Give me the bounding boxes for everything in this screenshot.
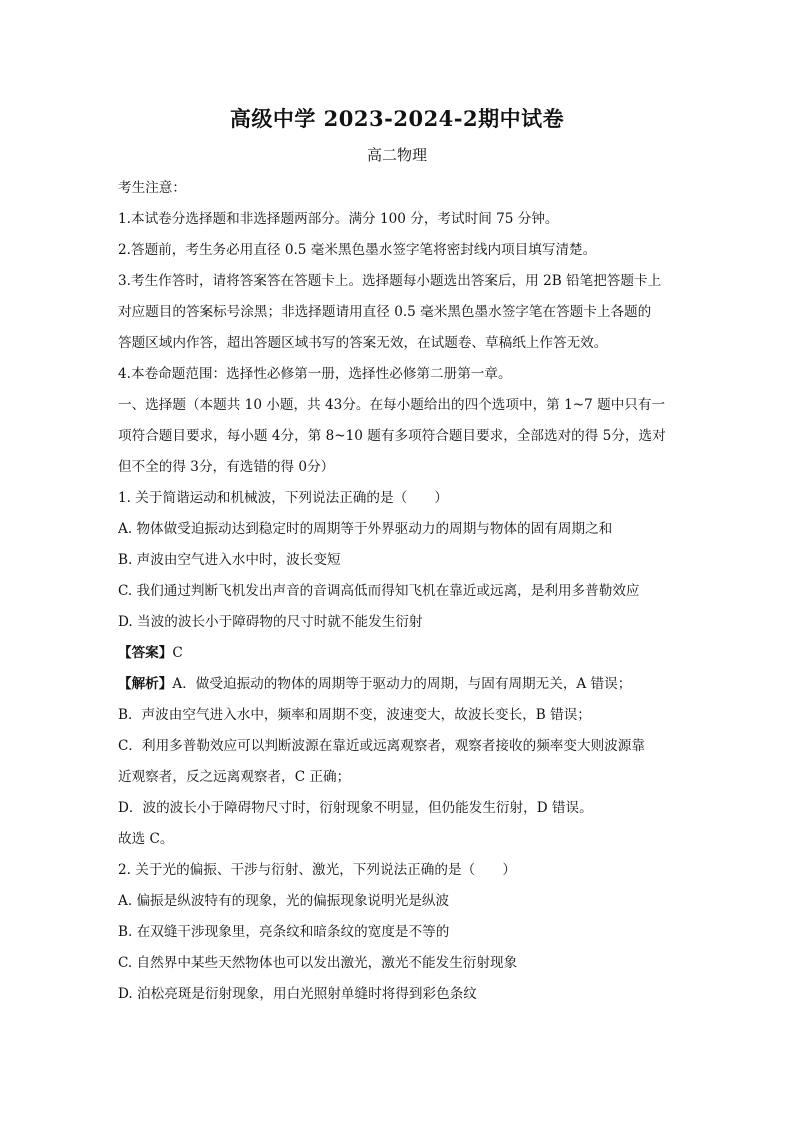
question-2-option-d: D. 泊松亮斑是衍射现象，用白光照射单缝时将得到彩色条纹 (118, 986, 477, 1002)
analysis-label: 【解析】 (118, 676, 173, 692)
analysis-line: 近观察者，反之远离观察者，C 正确； (118, 769, 351, 785)
page-title: 高级中学 2023-2024-2期中试卷 (229, 106, 565, 131)
answer-value: C (172, 645, 183, 661)
notice-item: 对应题目的答案标号涂黑；非选择题请用直径 0.5 毫米黑色墨水签字笔在答题卡上各题的 (118, 304, 652, 320)
page-subtitle: 高二物理 (366, 146, 427, 164)
question-1-analysis (118, 669, 684, 700)
analysis-text: A．做受迫振动的物体的周期等于驱动力的周期，与固有周期无关，A 错误； (172, 676, 632, 692)
notice-heading: 考生注意： (118, 180, 186, 196)
question-2-option-c: C. 自然界中某些天然物体也可以发出激光，激光不能发生衍射现象 (118, 955, 518, 971)
notice-item: 4.本卷命题范围：选择性必修第一册，选择性必修第二册第一章。 (118, 366, 512, 382)
notice-item: 3.考生作答时，请将答案答在答题卡上。选择题每小题选出答案后，用 2B 铅笔把答题卡上 (118, 273, 662, 289)
question-2-option-b: B. 在双缝干涉现象里，亮条纹和暗条纹的宽度是不等的 (118, 924, 450, 940)
exam-body (118, 173, 684, 1010)
section-heading: 但不全的得 3分，有选错的得 0分） (118, 459, 335, 475)
analysis-line: 故选 C。 (118, 831, 174, 847)
analysis-line: D．波的波长小于障碍物尺寸时，衍射现象不明显，但仍能发生衍射，D 错误。 (118, 800, 593, 816)
question-1-option-b: B. 声波由空气进入水中时，波长变短 (118, 552, 341, 568)
question-1-answer (118, 638, 684, 669)
notice-item: 2.答题前，考生务必用直径 0.5 毫米黑色墨水签字笔将密封线内项目填写清楚。 (118, 242, 597, 258)
section-heading: 一、选择题（本题共 10 小题，共 43分。在每小题给出的四个选项中，第 1~7 题中只有一 (118, 397, 666, 413)
notice-item: 1.本试卷分选择题和非选择题两部分。满分 100 分，考试时间 75 分钟。 (118, 211, 559, 227)
notice-item: 答题区域内作答，超出答题区域书写的答案无效，在试题卷、草稿纸上作答无效。 (118, 335, 608, 351)
question-1-stem: 1. 关于简谐运动和机械波，下列说法正确的是（ ） (118, 490, 448, 506)
question-2-stem: 2. 关于光的偏振、干涉与衍射、激光，下列说法正确的是（ ） (118, 862, 516, 878)
analysis-line: C．利用多普勒效应可以判断波源在靠近或远离观察者，观察者接收的频率变大则波源靠 (118, 738, 645, 754)
answer-label: 【答案】 (118, 645, 173, 661)
analysis-line: B．声波由空气进入水中，频率和周期不变，波速变大，故波长变长，B 错误； (118, 707, 591, 723)
question-2-option-a: A. 偏振是纵波特有的现象，光的偏振现象说明光是纵波 (118, 893, 450, 909)
question-1-option-d: D. 当波的波长小于障碍物的尺寸时就不能发生衍射 (118, 614, 423, 630)
section-heading: 项符合题目要求，每小题 4分，第 8~10 题有多项符合题目要求，全部选对的得 5分，选对 (118, 428, 666, 444)
question-1-option-c: C. 我们通过判断飞机发出声音的音调高低而得知飞机在靠近或远离，是利用多普勒效应 (118, 583, 640, 599)
question-1-option-a: A. 物体做受迫振动达到稳定时的周期等于外界驱动力的周期与物体的固有周期之和 (118, 521, 613, 537)
